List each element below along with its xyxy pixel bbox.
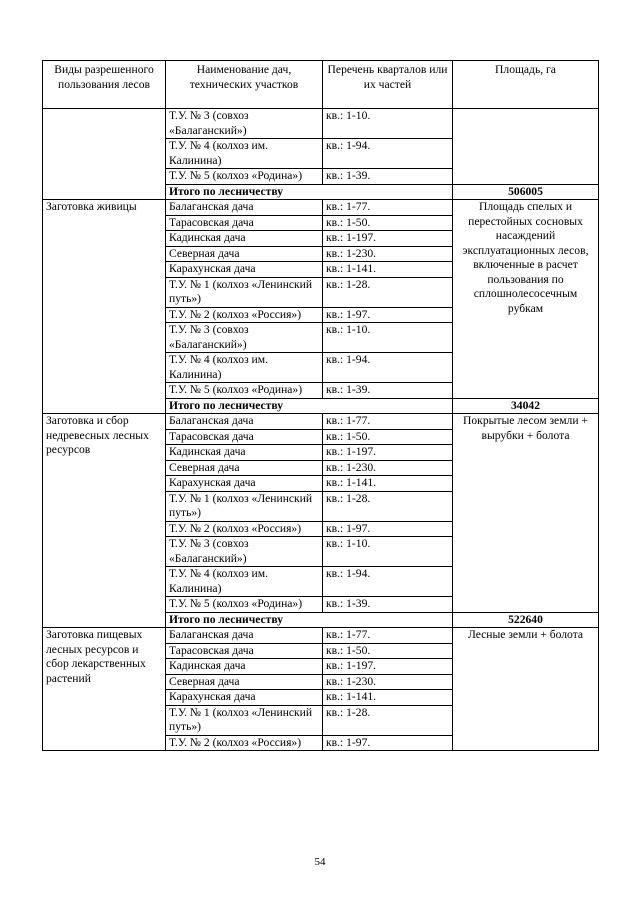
dacha-name-cell: Т.У. № 4 (колхоз им. Калинина): [166, 353, 323, 383]
forest-use-table: [42, 60, 599, 751]
quarters-cell: кв.: 1-230.: [323, 246, 453, 262]
quarters-cell: кв.: 1-50.: [323, 429, 453, 445]
page-number: 54: [314, 856, 326, 868]
quarters-cell: кв.: 1-230.: [323, 674, 453, 690]
dacha-name-cell: Тарасовская дача: [166, 215, 323, 231]
quarters-cell: кв.: 1-77.: [323, 414, 453, 430]
table-row: [43, 414, 599, 430]
header-dacha-name: Наименование дач, технических участков: [166, 61, 323, 109]
dacha-name-cell: Северная дача: [166, 674, 323, 690]
dacha-name-cell: Кадинская дача: [166, 659, 323, 675]
dacha-name-cell: Карахунская дача: [166, 476, 323, 492]
quarters-cell: кв.: 1-50.: [323, 643, 453, 659]
dacha-name-cell: Т.У. № 3 (совхоз «Балаганский»): [166, 109, 323, 139]
quarters-cell: кв.: 1-97.: [323, 307, 453, 323]
use-type-cell: Заготовка живицы: [43, 200, 166, 414]
dacha-name-cell: Тарасовская дача: [166, 429, 323, 445]
dacha-name-cell: Т.У. № 2 (колхоз «Россия»): [166, 735, 323, 751]
quarters-cell: кв.: 1-94.: [323, 139, 453, 169]
quarters-cell: кв.: 1-94.: [323, 567, 453, 597]
dacha-name-cell: Т.У. № 2 (колхоз «Россия»): [166, 521, 323, 537]
area-note-cell: Покрытые лесом земли + вырубки + болота: [453, 414, 599, 613]
use-type-cell: [43, 109, 166, 200]
total-label: Итого по лесничеству: [166, 398, 453, 414]
header-area: Площадь, га: [453, 61, 599, 109]
area-cell: [453, 109, 599, 185]
dacha-name-cell: Т.У. № 4 (колхоз им. Калинина): [166, 139, 323, 169]
total-label: Итого по лесничеству: [166, 184, 453, 200]
table-row: [43, 628, 599, 644]
dacha-name-cell: Т.У. № 5 (колхоз «Родина»): [166, 383, 323, 399]
quarters-cell: кв.: 1-39.: [323, 169, 453, 185]
quarters-cell: кв.: 1-197.: [323, 659, 453, 675]
use-type-cell: Заготовка пищевых лесных ресурсов и сбор лекарственных растений: [43, 628, 166, 751]
use-type-cell: Заготовка и сбор недревесных лесных ресурсов: [43, 414, 166, 628]
total-value: 522640: [453, 612, 599, 628]
dacha-name-cell: Т.У. № 1 (колхоз «Ленинский путь»): [166, 491, 323, 521]
quarters-cell: кв.: 1-141.: [323, 476, 453, 492]
quarters-cell: кв.: 1-28.: [323, 491, 453, 521]
area-note-cell: Площадь спелых и перестойных сосновых насаждений эксплуатационных лесов, включенные в расчет пользования по сплошнолесосечным рубкам: [453, 200, 599, 399]
quarters-cell: кв.: 1-28.: [323, 705, 453, 735]
dacha-name-cell: Т.У. № 2 (колхоз «Россия»): [166, 307, 323, 323]
total-label: Итого по лесничеству: [166, 612, 453, 628]
quarters-cell: кв.: 1-50.: [323, 215, 453, 231]
dacha-name-cell: Т.У. № 5 (колхоз «Родина»): [166, 169, 323, 185]
dacha-name-cell: Балаганская дача: [166, 200, 323, 216]
dacha-name-cell: Северная дача: [166, 246, 323, 262]
table-row: [43, 109, 599, 139]
quarters-cell: кв.: 1-197.: [323, 231, 453, 247]
dacha-name-cell: Карахунская дача: [166, 262, 323, 278]
quarters-cell: кв.: 1-10.: [323, 323, 453, 353]
quarters-cell: кв.: 1-141.: [323, 262, 453, 278]
table-row: [43, 200, 599, 216]
quarters-cell: кв.: 1-39.: [323, 597, 453, 613]
area-note-cell: Лесные земли + болота: [453, 628, 599, 751]
quarters-cell: кв.: 1-97.: [323, 521, 453, 537]
total-value: 34042: [453, 398, 599, 414]
dacha-name-cell: Кадинская дача: [166, 445, 323, 461]
total-value: 506005: [453, 184, 599, 200]
dacha-name-cell: Т.У. № 4 (колхоз им. Калинина): [166, 567, 323, 597]
quarters-cell: кв.: 1-10.: [323, 537, 453, 567]
quarters-cell: кв.: 1-197.: [323, 445, 453, 461]
dacha-name-cell: Кадинская дача: [166, 231, 323, 247]
dacha-name-cell: Балаганская дача: [166, 414, 323, 430]
quarters-cell: кв.: 1-39.: [323, 383, 453, 399]
quarters-cell: кв.: 1-10.: [323, 109, 453, 139]
header-row: [43, 61, 599, 109]
header-use-type: Виды разрешенного пользования лесов: [43, 61, 166, 109]
dacha-name-cell: Т.У. № 1 (колхоз «Ленинский путь»): [166, 277, 323, 307]
dacha-name-cell: Т.У. № 1 (колхоз «Ленинский путь»): [166, 705, 323, 735]
quarters-cell: кв.: 1-97.: [323, 735, 453, 751]
dacha-name-cell: Т.У. № 3 (совхоз «Балаганский»): [166, 537, 323, 567]
dacha-name-cell: Северная дача: [166, 460, 323, 476]
quarters-cell: кв.: 1-77.: [323, 628, 453, 644]
dacha-name-cell: Балаганская дача: [166, 628, 323, 644]
quarters-cell: кв.: 1-141.: [323, 690, 453, 706]
dacha-name-cell: Т.У. № 5 (колхоз «Родина»): [166, 597, 323, 613]
quarters-cell: кв.: 1-28.: [323, 277, 453, 307]
header-quarters: Перечень кварталов или их частей: [323, 61, 453, 109]
dacha-name-cell: Тарасовская дача: [166, 643, 323, 659]
table-body: [43, 61, 599, 751]
quarters-cell: кв.: 1-94.: [323, 353, 453, 383]
dacha-name-cell: Т.У. № 3 (совхоз «Балаганский»): [166, 323, 323, 353]
dacha-name-cell: Карахунская дача: [166, 690, 323, 706]
quarters-cell: кв.: 1-77.: [323, 200, 453, 216]
quarters-cell: кв.: 1-230.: [323, 460, 453, 476]
